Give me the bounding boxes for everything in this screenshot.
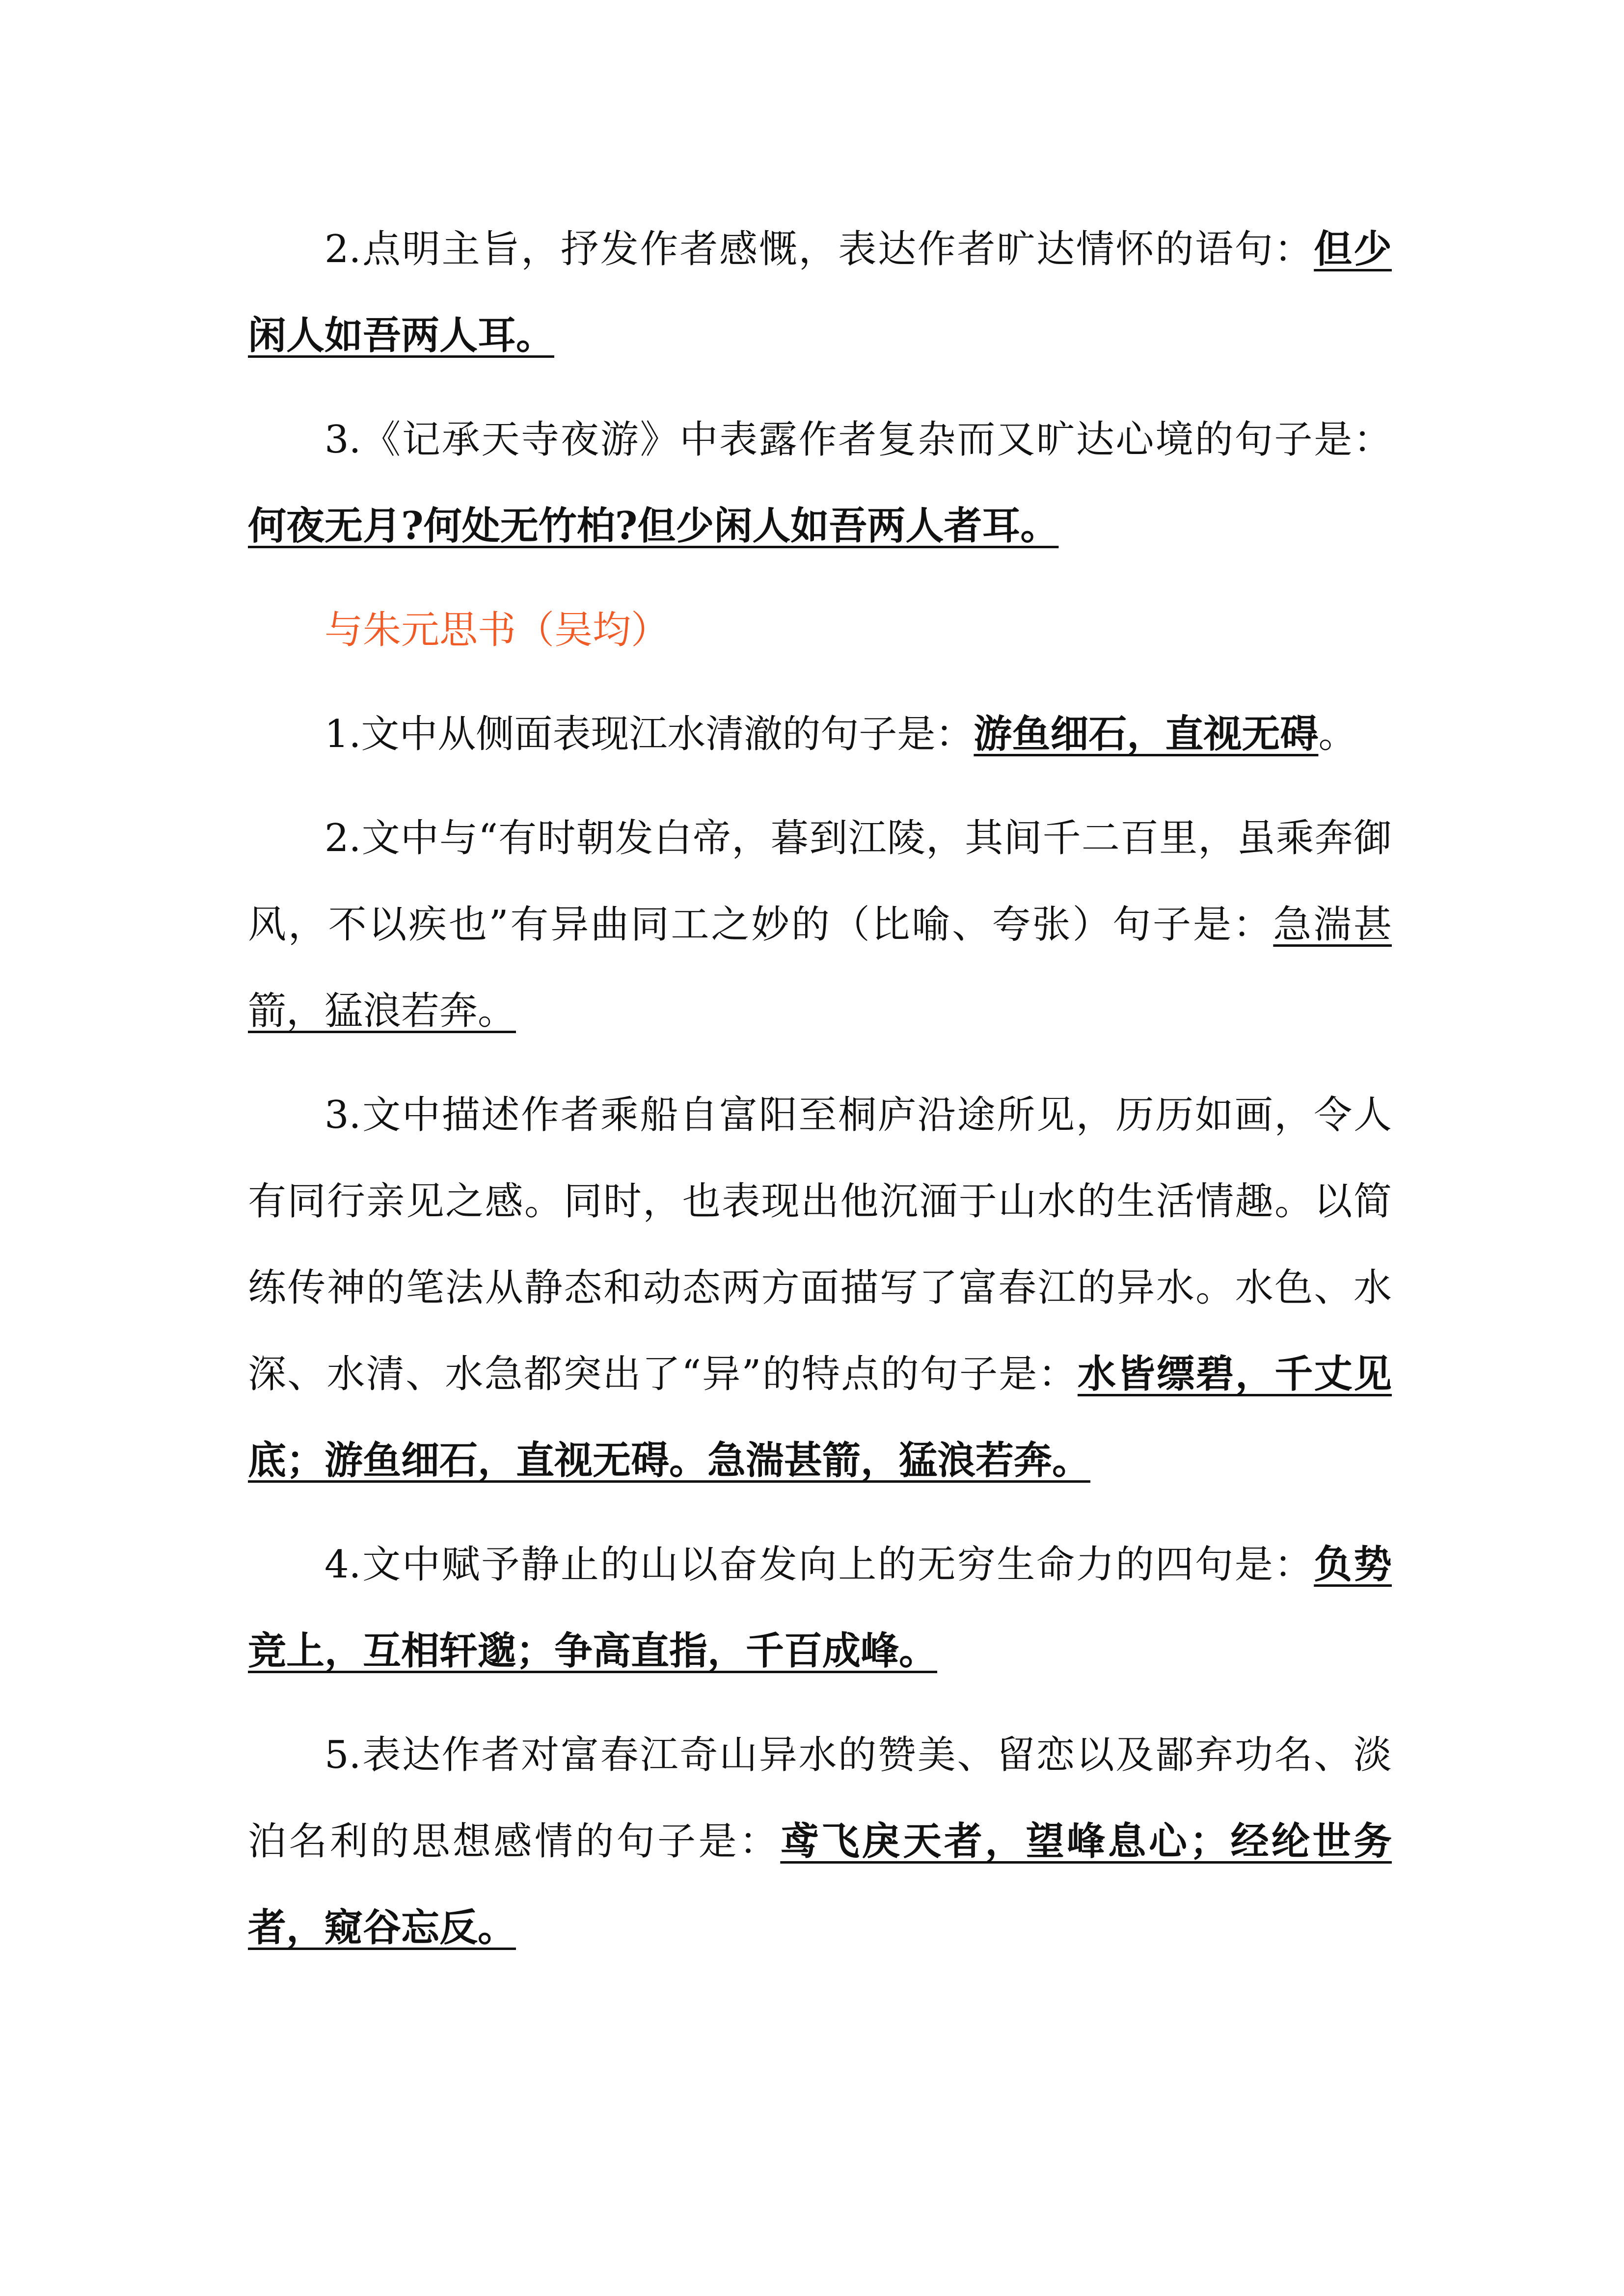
answer-text: 鸢飞戾天者，望峰息心；经纶世务者，窥谷忘反。 [248, 1819, 1392, 1950]
document-page [248, 206, 1392, 1971]
question-prompt: 3.《记承天寺夜游》中表露作者复杂而又旷达心境的句子是： [325, 418, 1392, 462]
question-prompt: 1.文中从侧面表现江水清澈的句子是： [325, 712, 974, 756]
question-paragraph [248, 1072, 1392, 1504]
question-paragraph [248, 795, 1392, 1054]
answer-text: 何夜无月?何处无竹柏?但少闲人如吾两人者耳。 [248, 504, 1059, 548]
answer-text: 但少闲人如吾两人耳。 [248, 227, 1392, 358]
question-paragraph [248, 691, 1392, 777]
answer-text: 游鱼细石，直视无碍 [974, 712, 1319, 756]
answer-text: 负势竞上，互相轩邈；争高直指，千百成峰。 [248, 1542, 1392, 1673]
question-paragraph [248, 1522, 1392, 1694]
question-paragraph [248, 1712, 1392, 1971]
answer-suffix: 。 [1318, 712, 1357, 756]
question-prompt: 2.文中与“有时朝发白帝，暮到江陵，其间千二百里，虽乘奔御风，不以疾也”有异曲同工之妙的（比喻、夸张）句子是： [248, 816, 1392, 947]
section-heading: 与朱元思书（吴均） [325, 608, 670, 652]
question-prompt: 4.文中赋予静止的山以奋发向上的无穷生命力的四句是： [325, 1543, 1314, 1587]
question-prompt: 5.表达作者对富春江奇山异水的赞美、留恋以及鄙弃功名、淡泊名利的思想感情的句子是： [248, 1733, 1392, 1864]
answer-text: 急湍甚箭，猛浪若奔。 [248, 903, 1392, 1033]
question-prompt: 2.点明主旨，抒发作者感慨，表达作者旷达情怀的语句： [325, 227, 1314, 271]
question-prompt: 3.文中描述作者乘船自富阳至桐庐沿途所见，历历如画，令人有同行亲见之感。同时，也表现出他沉湎于山水的生活情趣。以简练传神的笔法从静态和动态两方面描写了富春江的异水。水色、水深、水清、水急都突出了“异”的特点的句子是： [248, 1093, 1392, 1396]
question-paragraph [248, 397, 1392, 569]
answer-text: 水皆缥碧，千丈见底；游鱼细石，直视无碍。急湍甚箭，猛浪若奔。 [248, 1352, 1392, 1483]
question-paragraph [248, 206, 1392, 379]
